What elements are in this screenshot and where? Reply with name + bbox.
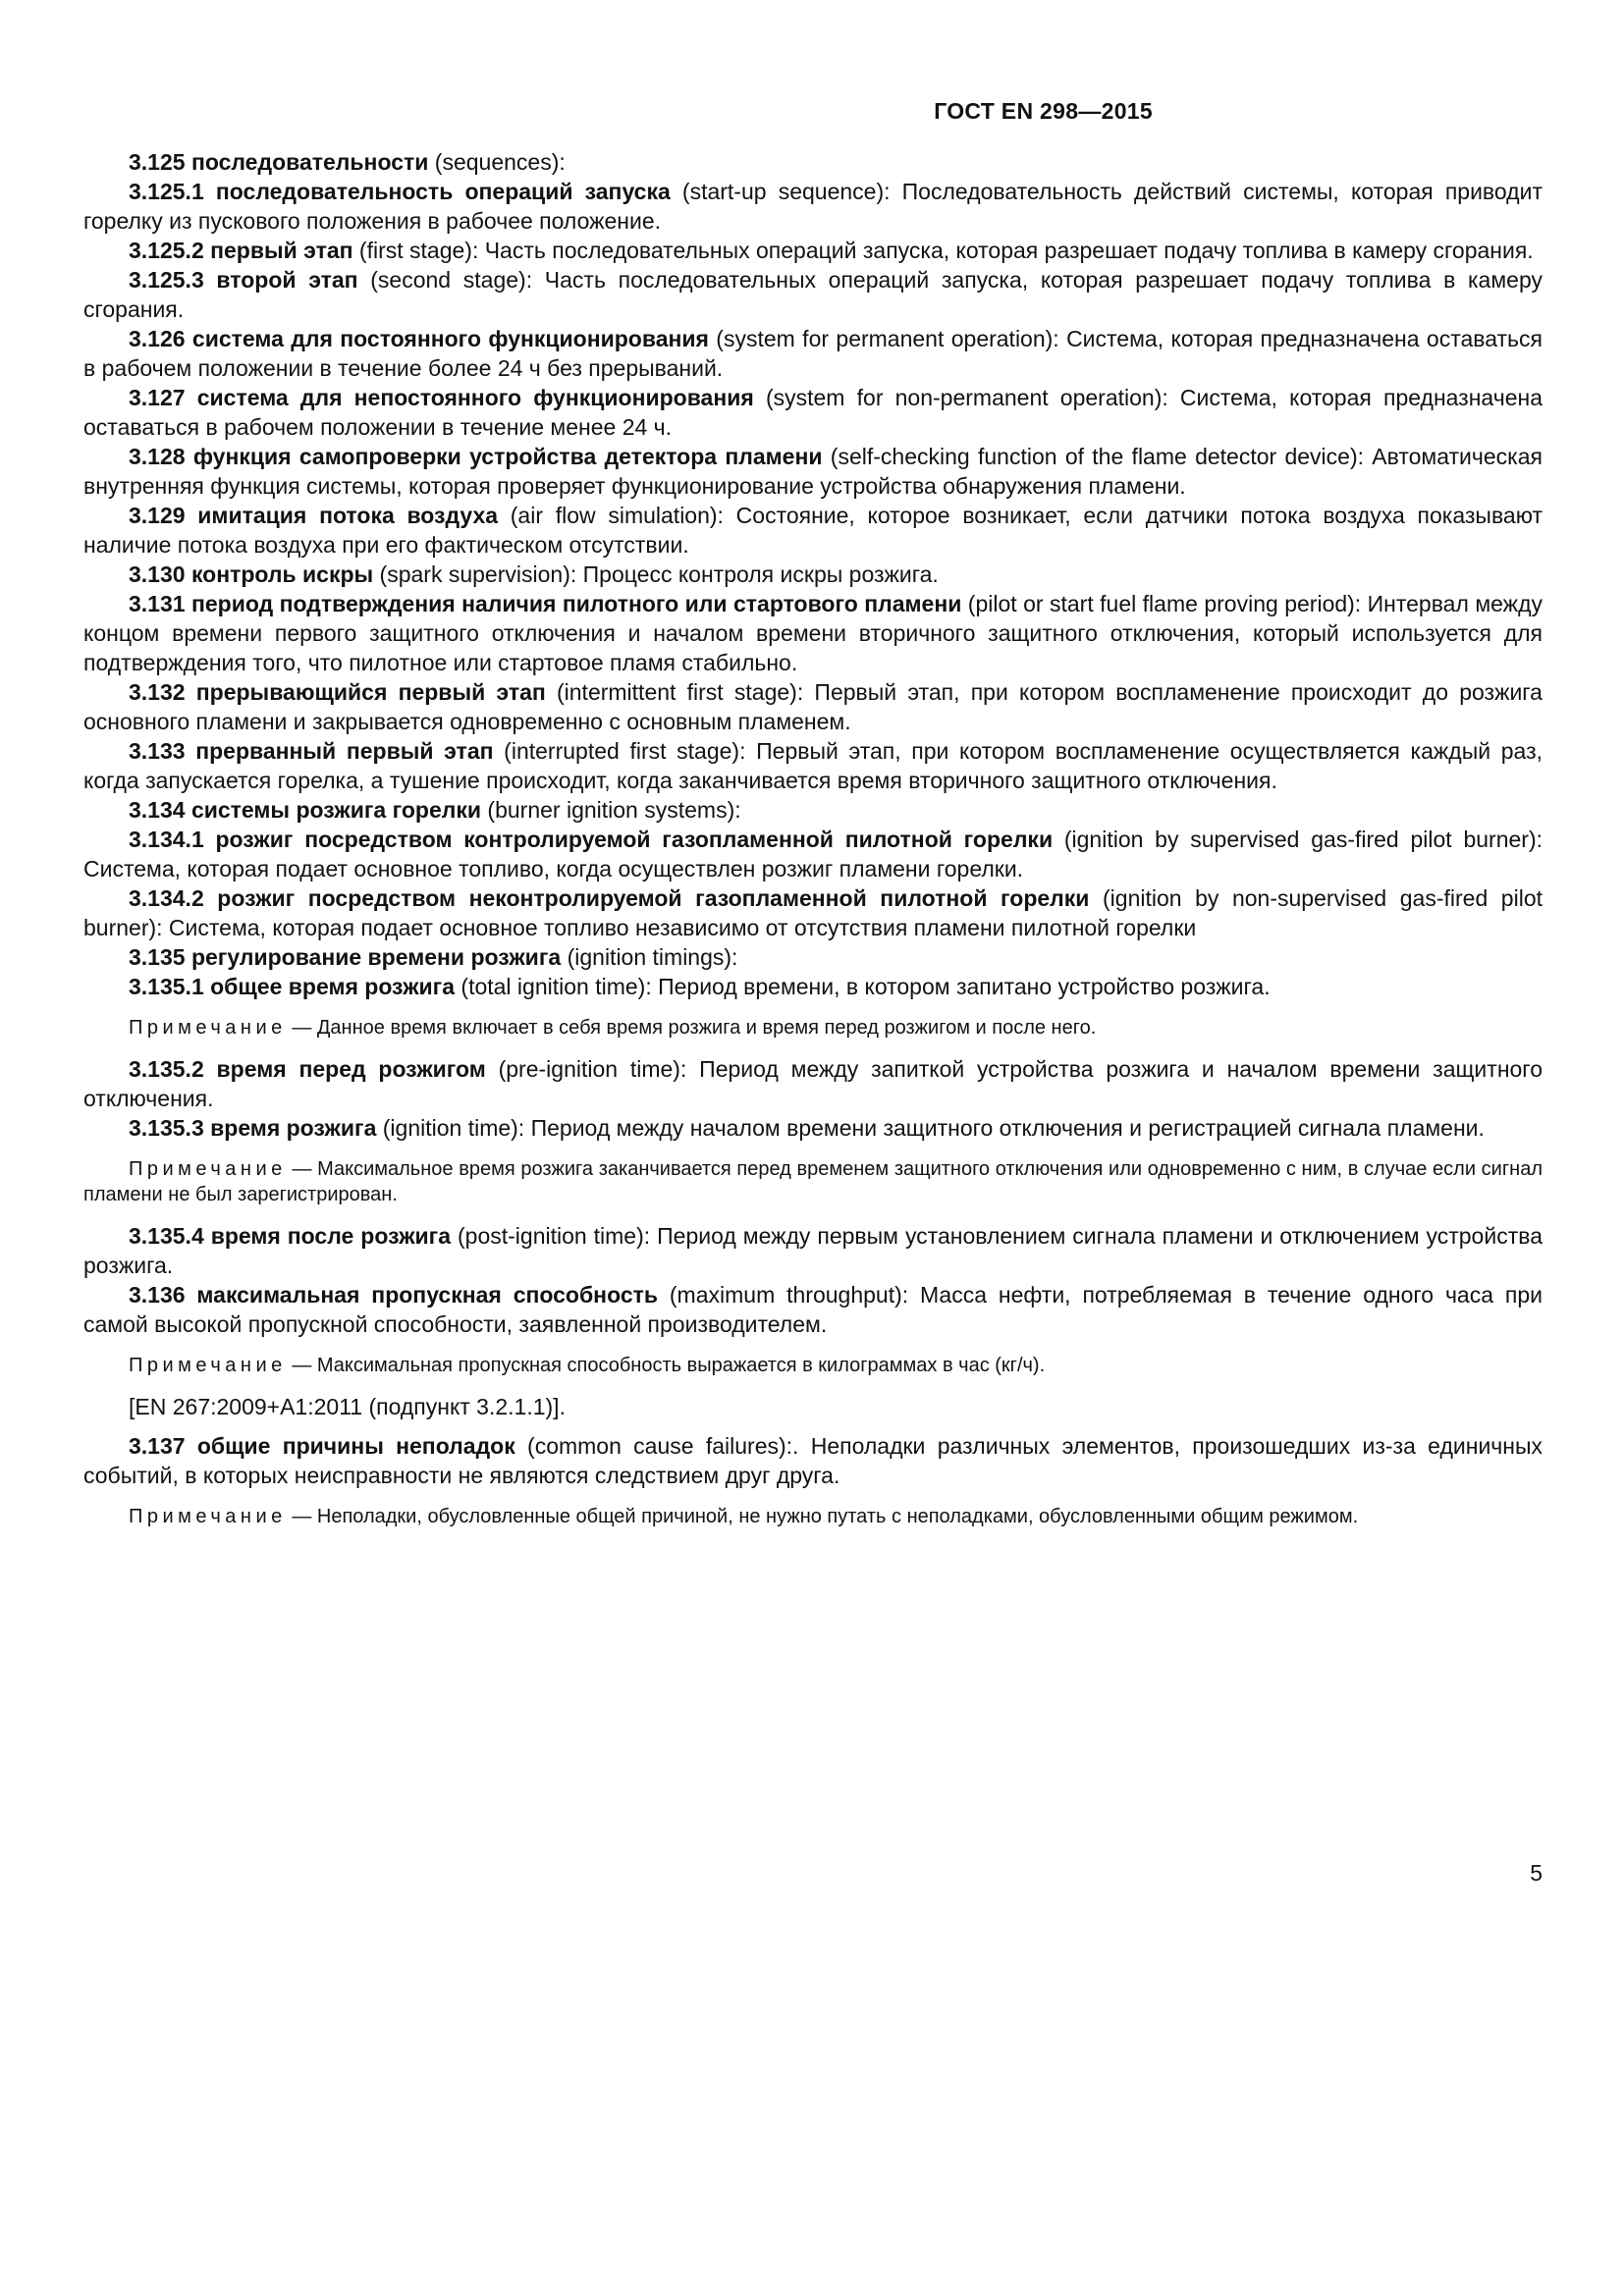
text-run: (self-checking function of the flame detector device): Автоматическая внутренняя функция системы, которая проверяет функционирование устройства обнаружения пламени. xyxy=(83,444,1543,499)
definition-term: 3.128 функция самопроверки устройства детектора пламени xyxy=(129,444,823,469)
text-run: (system for permanent operation): Система, которая предназначена оставаться в рабочем положении в течение более 24 ч без прерываний. xyxy=(83,326,1543,381)
definition-paragraph xyxy=(83,560,1543,589)
text-run: (ignition time): Период между началом времени защитного отключения и регистрацией сигнала пламени. xyxy=(376,1115,1485,1141)
definition-term: 3.130 контроль искры xyxy=(129,561,374,587)
definition-paragraph xyxy=(83,677,1543,736)
definition-term: 3.126 система для постоянного функционирования xyxy=(129,326,709,351)
definition-paragraph xyxy=(83,736,1543,795)
definition-term: 3.137 общие причины неполадок xyxy=(129,1433,515,1459)
text-run: [EN 267:2009+A1:2011 (подпункт 3.2.1.1)]. xyxy=(129,1394,566,1419)
text-run: (second stage): Часть последовательных операций запуска, которая разрешает подачу топлива в камеру сгорания. xyxy=(83,267,1543,322)
text-run: (air flow simulation): Состояние, которое возникает, если датчики потока воздуха показывают наличие потока воздуха при его фактическом отсутствии. xyxy=(83,503,1543,558)
definition-term: 3.135.2 время перед розжигом xyxy=(129,1056,486,1082)
definition-term: 3.134.1 розжиг посредством контролируемой газопламенной пилотной горелки xyxy=(129,827,1054,852)
note-paragraph xyxy=(83,1156,1543,1207)
definition-term: 3.135 регулирование времени розжига xyxy=(129,944,562,970)
text-run: Примечание xyxy=(129,1158,287,1180)
text-run: (total ignition time): Период времени, в котором запитано устройство розжига. xyxy=(455,974,1271,999)
definition-paragraph xyxy=(83,1113,1543,1143)
definition-paragraph xyxy=(83,147,1543,177)
definition-paragraph xyxy=(83,383,1543,442)
definition-term: 3.136 максимальная пропускная способность xyxy=(129,1282,659,1308)
page-number: 5 xyxy=(1530,1860,1543,1886)
definition-paragraph xyxy=(83,1221,1543,1280)
definition-paragraph xyxy=(83,265,1543,324)
definition-paragraph xyxy=(83,177,1543,236)
document-body xyxy=(83,147,1543,1543)
definition-term: 3.132 прерывающийся первый этап xyxy=(129,679,546,705)
text-run: Примечание xyxy=(129,1355,287,1376)
note-paragraph xyxy=(83,1015,1543,1041)
text-run: (ignition by supervised gas-fired pilot burner): Система, которая подает основное топливо, когда осуществлен розжиг пламени горелки. xyxy=(83,827,1543,881)
definition-paragraph xyxy=(83,442,1543,501)
text-run: (spark supervision): Процесс контроля искры розжига. xyxy=(373,561,939,587)
text-run: (maximum throughput): Масса нефти, потребляемая в течение одного часа при самой высокой пропускной способности, заявленной производителем. xyxy=(83,1282,1543,1337)
text-run: (pilot or start fuel flame proving period): Интервал между концом времени первого защитного отключения и началом времени вторичного защитного отключения, который используется для подтверждения того, что пилотное или стартовое пламя стабильно. xyxy=(83,591,1543,675)
definition-paragraph xyxy=(83,1431,1543,1490)
text-run: (common cause failures):. Неполадки различных элементов, произошедших из-за единичных событий, в которых неисправности не являются следствием друг друга. xyxy=(83,1433,1543,1488)
definition-paragraph xyxy=(83,972,1543,1001)
definition-paragraph xyxy=(83,501,1543,560)
text-run: — Максимальная пропускная способность выражается в килограммах в час (кг/ч). xyxy=(286,1355,1046,1376)
definition-paragraph xyxy=(83,942,1543,972)
definition-paragraph xyxy=(83,236,1543,265)
definition-term: 3.125.3 второй этап xyxy=(129,267,358,293)
definition-term: 3.134.2 розжиг посредством неконтролируемой газопламенной пилотной горелки xyxy=(129,885,1090,911)
text-run: (post-ignition time): Период между первым установлением сигнала пламени и отключением устройства розжига. xyxy=(83,1223,1543,1278)
text-run: Примечание xyxy=(129,1506,287,1527)
definition-term: 3.133 прерванный первый этап xyxy=(129,738,494,764)
definition-term: 3.125.2 первый этап xyxy=(129,238,353,263)
text-run: (pre-ignition time): Период между запиткой устройства розжига и началом времени защитного отключения. xyxy=(83,1056,1543,1111)
definition-paragraph xyxy=(83,324,1543,383)
definition-term: 3.135.4 время после розжига xyxy=(129,1223,452,1249)
text-run: — Максимальное время розжига заканчивается перед временем защитного отключения или одновременно с ним, в случае если сигнал пламени не был зарегистрирован. xyxy=(83,1158,1543,1205)
text-run: (start-up sequence): Последовательность действий системы, которая приводит горелку из пускового положения в рабочее положение. xyxy=(83,179,1543,234)
definition-paragraph xyxy=(83,589,1543,677)
definition-paragraph xyxy=(83,1280,1543,1339)
text-run: (interrupted first stage): Первый этап, при котором воспламенение осуществляется каждый раз, когда запускается горелка, а тушение происходит, когда заканчивается время вторичного защитного отключения. xyxy=(83,738,1543,793)
definition-paragraph xyxy=(83,883,1543,942)
definition-term: 3.135.1 общее время розжига xyxy=(129,974,456,999)
definition-term: 3.125.1 последовательность операций запуска xyxy=(129,179,671,204)
text-run: (intermittent first stage): Первый этап, при котором воспламенение происходит до розжига основного пламени и закрывается одновременно с основным пламенем. xyxy=(83,679,1543,734)
definition-term: 3.131 период подтверждения наличия пилотного или стартового пламени xyxy=(129,591,962,616)
text-run: — Данное время включает в себя время розжига и время перед розжигом и после него. xyxy=(286,1017,1097,1039)
definition-term: 3.125 последовательности xyxy=(129,149,429,175)
definition-paragraph xyxy=(83,795,1543,825)
text-run: Примечание xyxy=(129,1017,287,1039)
text-run: (ignition timings): xyxy=(561,944,738,970)
text-run: (sequences): xyxy=(428,149,566,175)
definition-paragraph xyxy=(83,1054,1543,1113)
definition-term: 3.135.3 время розжига xyxy=(129,1115,377,1141)
text-run: (burner ignition systems): xyxy=(481,797,741,823)
definition-paragraph xyxy=(83,825,1543,883)
definition-term: 3.129 имитация потока воздуха xyxy=(129,503,499,528)
definition-term: 3.127 система для непостоянного функционирования xyxy=(129,385,754,410)
text-run: — Неполадки, обусловленные общей причиной, не нужно путать с неполадками, обусловленными общим режимом. xyxy=(286,1506,1359,1527)
note-paragraph xyxy=(83,1353,1543,1378)
running-header: ГОСТ EN 298—2015 xyxy=(934,98,1153,124)
text-run: (first stage): Часть последовательных операций запуска, которая разрешает подачу топлива в камеру сгорания. xyxy=(352,238,1534,263)
definition-term: 3.134 системы розжига горелки xyxy=(129,797,482,823)
reference-paragraph xyxy=(83,1392,1543,1421)
text-run: (ignition by non-supervised gas-fired pilot burner): Система, которая подает основное топливо независимо от отсутствия пламени пилотной горелки xyxy=(83,885,1543,940)
text-run: (system for non-permanent operation): Система, которая предназначена оставаться в рабочем положении в течение менее 24 ч. xyxy=(83,385,1543,440)
note-paragraph xyxy=(83,1504,1543,1529)
